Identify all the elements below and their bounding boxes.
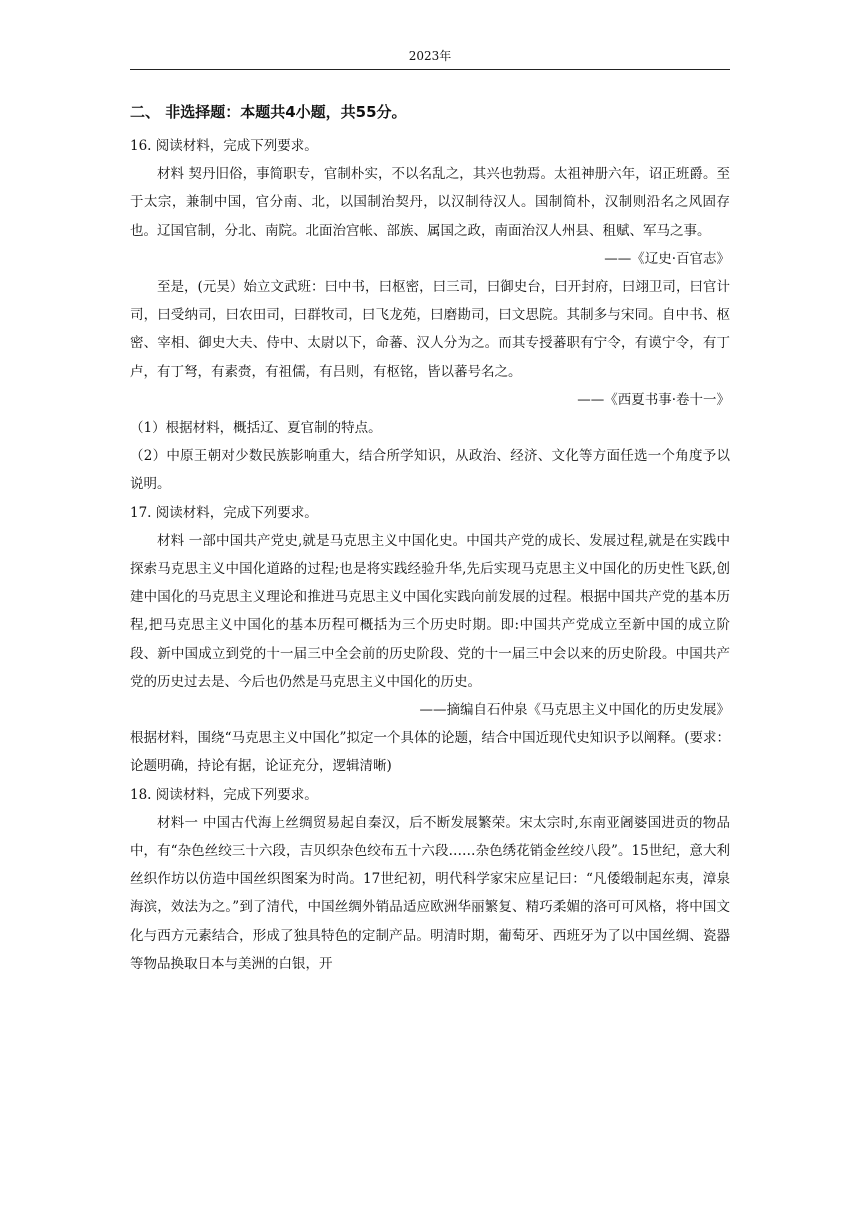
question-17-requirement: 根据材料，围绕“马克思主义中国化”拟定一个具体的论题，结合中国近现代史知识予以阐释。(要求：论题明确，持论有据，论证充分，逻辑清晰) bbox=[130, 730, 730, 775]
page-header: 2023年 bbox=[408, 49, 452, 63]
question-16-source-2: ——《西夏书事·卷十一》 bbox=[577, 391, 730, 408]
question-18-material-1: 材料一 中国古代海上丝绸贸易起自秦汉，后不断发展繁荣。宋太宗时,东南亚阇婆国进贡的物品中，有“杂色丝绞三十六段，吉贝织杂色绞布五十六段……杂色绣花销金丝绞八段”。15世纪，意大利丝织作坊以仿造中国丝织图案为时尚。17世纪初，明代科学家宋应星记曰：“凡倭缎制起东夷，漳泉海滨，效法为之。”到了清代，中国丝绸外销品适应欧洲华丽繁复、精巧柔媚的洛可可风格，将中国文化与西方元素结合，形成了独具特色的定制产品。明清时期，葡萄牙、西班牙为了以中国丝绸、瓷器等物品换取日本与美洲的白银，开 bbox=[130, 814, 730, 972]
question-18 bbox=[130, 781, 730, 978]
section-title: 二、 非选择题：本题共4小题，共55分。 bbox=[130, 103, 407, 121]
question-16-material-2: 至是，(元昊）始立文武班：曰中书，曰枢密，曰三司，曰御史台，曰开封府，曰翊卫司，曰官计司，曰受纳司，曰农田司，曰群牧司，曰飞龙苑，曰磨勘司，曰文思院。其制多与宋同。自中书、枢密、宰相、御史大夫、侍中、太尉以下，命蕃、汉人分为之。而其专授蕃职有宁令，有谟宁令，有丁卢，有丁弩，有素赍，有祖儒，有吕则，有枢铭，皆以蕃号名之。 bbox=[130, 279, 730, 380]
question-16-stem: 16. 阅读材料，完成下列要求。 bbox=[130, 138, 318, 154]
question-17 bbox=[130, 499, 730, 781]
question-16-source-1: ——《辽史·百官志》 bbox=[604, 250, 730, 267]
question-16-material-1: 材料 契丹旧俗，事简职专，官制朴实，不以名乱之，其兴也勃焉。太祖神册六年，诏正班爵。至于太宗，兼制中国，官分南、北，以国制治契丹，以汉制待汉人。国制简朴，汉制则沿名之风固存也。辽国官制，分北、南院。北面治宫帐、部族、属国之政，南面治汉人州县、租赋、军马之事。 bbox=[130, 166, 730, 239]
question-17-source: ——摘编自石仲泉《马克思主义中国化的历史发展》 bbox=[419, 702, 730, 719]
question-16 bbox=[130, 132, 730, 499]
question-16-requirement-2: （2）中原王朝对少数民族影响重大，结合所学知识，从政治、经济、文化等方面任选一个角度予以说明。 bbox=[130, 448, 730, 493]
header-rule bbox=[130, 69, 730, 70]
question-17-stem: 17. 阅读材料，完成下列要求。 bbox=[130, 504, 318, 521]
question-18-stem: 18. 阅读材料，完成下列要求。 bbox=[130, 786, 318, 803]
question-16-requirement-1: （1）根据材料，概括辽、夏官制的特点。 bbox=[130, 420, 382, 437]
question-17-material: 材料 一部中国共产党史,就是马克思主义中国化史。中国共产党的成长、发展过程,就是在实践中探索马克思主义中国化道路的过程;也是将实践经验升华,先后实现马克思主义中国化的历史性飞跃,创建中国化的马克思主义理论和推进马克思主义中国化实践向前发展的过程。根据中国共产党的基本历程,把马克思主义中国化的基本历程可概括为三个历史时期。即:中国共产党成立至新中国的成立阶段、新中国成立到党的十一届三中全会前的历史阶段、党的十一届三中会以来的历史阶段。中国共产党的历史过去是、今后也仍然是马克思主义中国化的历史。 bbox=[130, 532, 730, 690]
document-body bbox=[130, 100, 730, 978]
